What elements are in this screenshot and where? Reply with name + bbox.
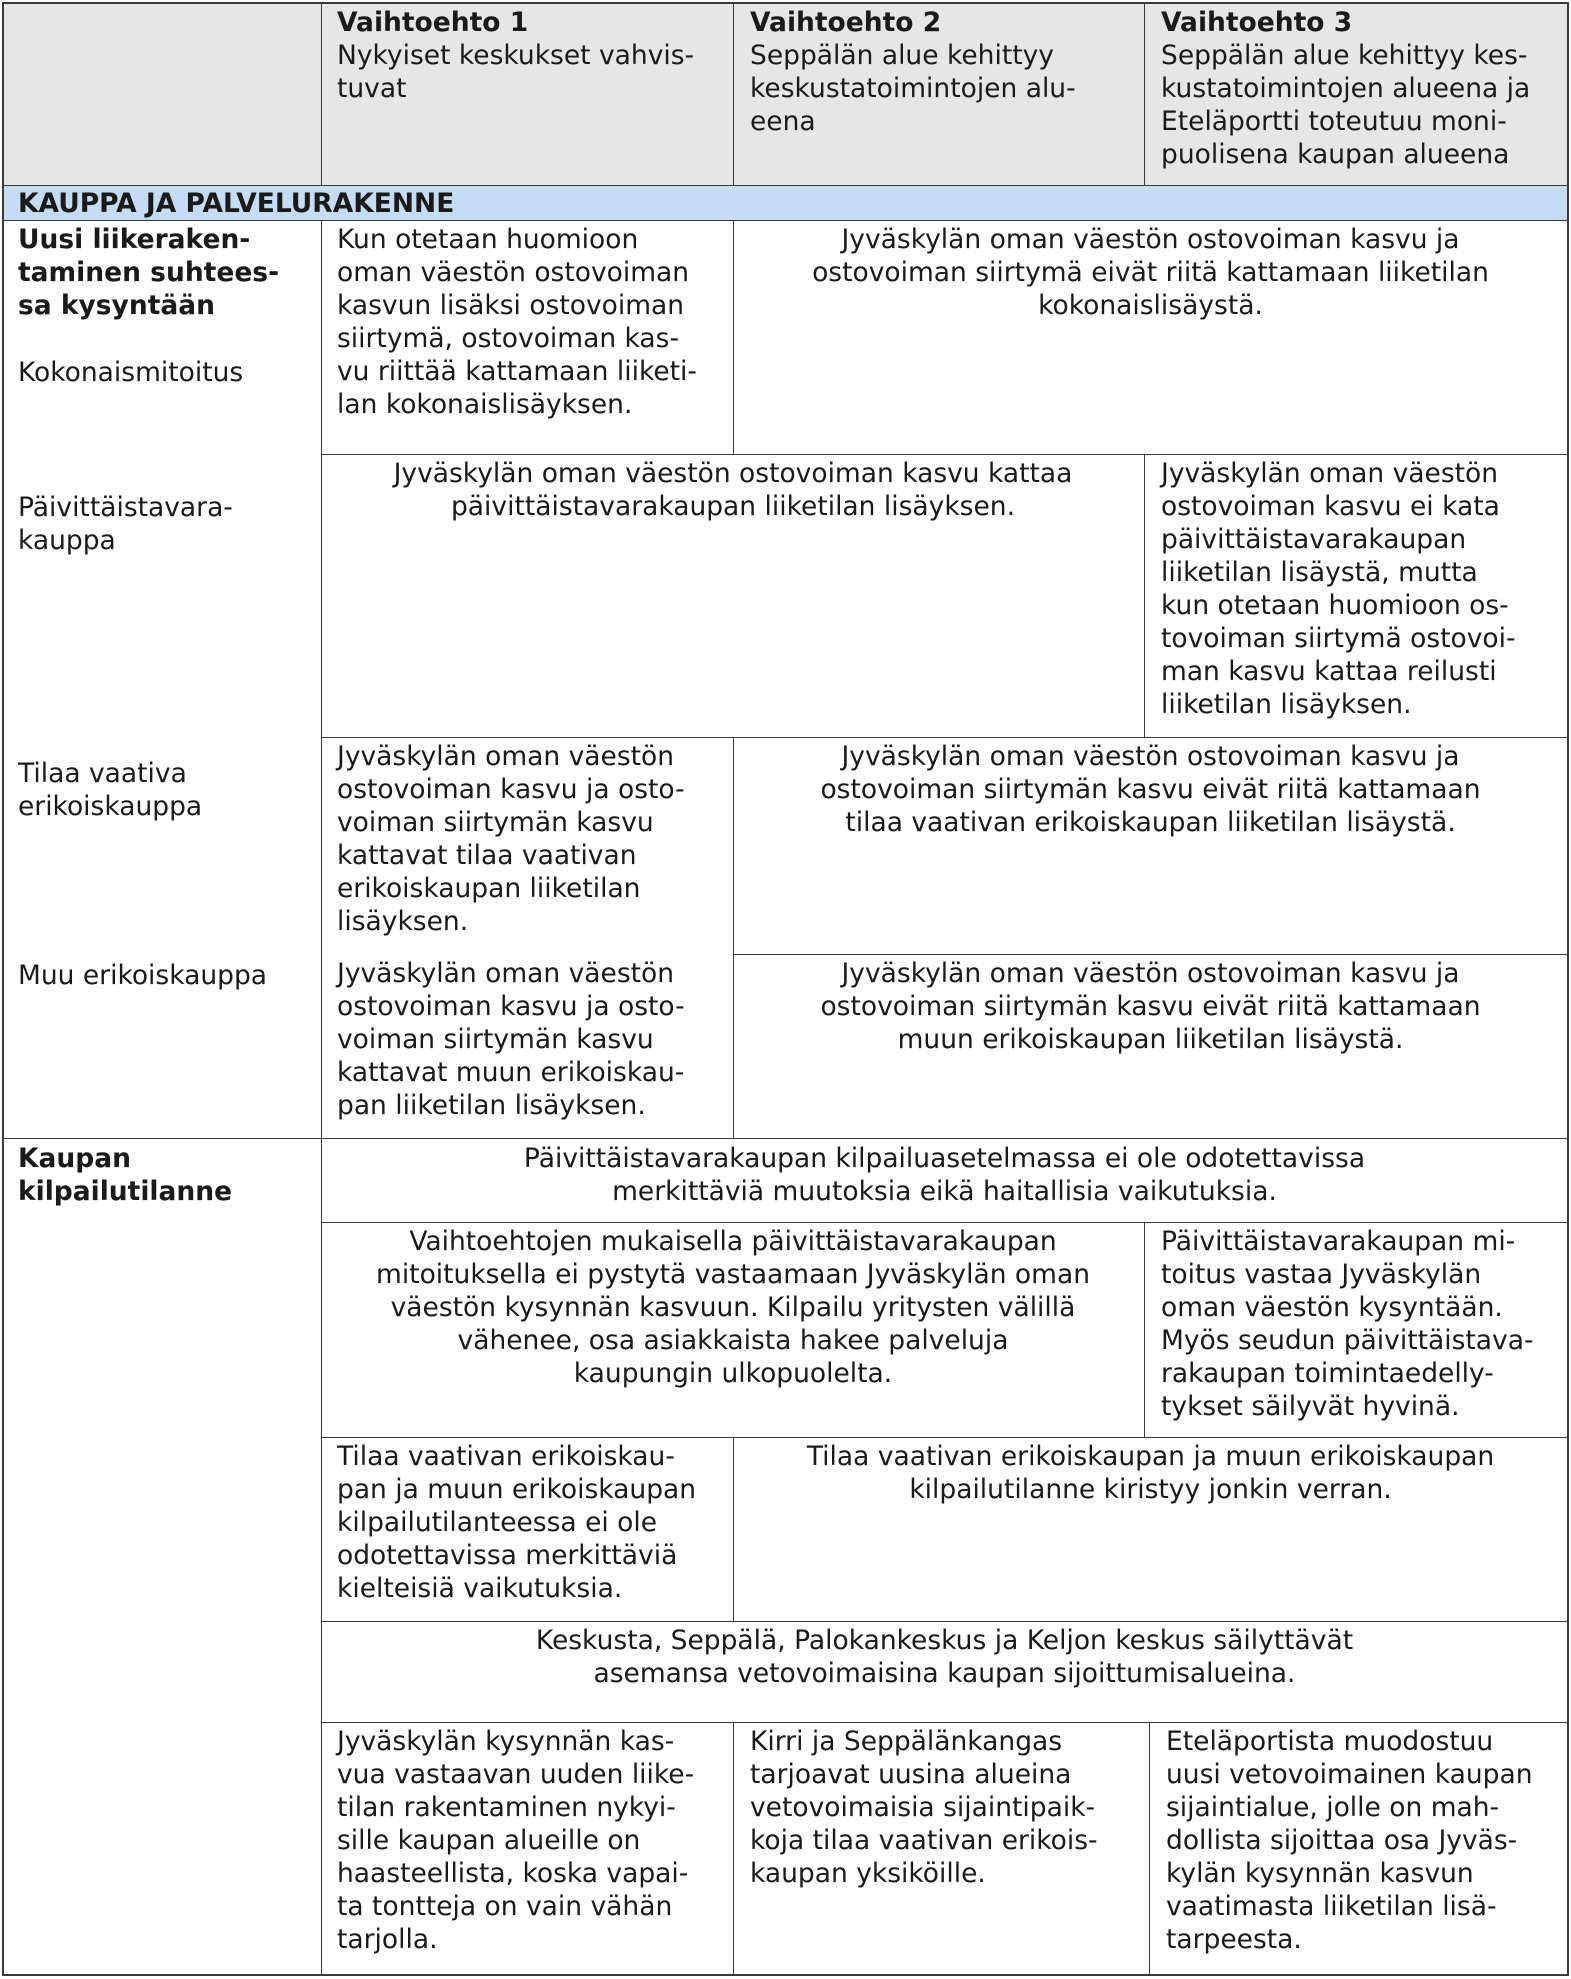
cell-line: pan ja muun erikoiskaupan [337, 1474, 697, 1505]
cell-kilpailu-3-v23 [734, 1440, 1567, 1506]
cell-line: voiman siirtymän kasvu [337, 1024, 654, 1055]
cell-line: man kasvu kattaa reilusti [1161, 656, 1497, 687]
cell-line: kun otetaan huomioon os- [1161, 590, 1509, 621]
category-heading-kaupan-kilpailutilanne [18, 1142, 232, 1208]
cell-line: ostovoiman kasvu ja osto- [337, 774, 685, 805]
label-line: erikoiskauppa [18, 791, 203, 822]
cell-line: ostovoiman kasvu ja osto- [337, 991, 685, 1022]
cell-line: tarjolla. [337, 1924, 438, 1955]
cell-line: tilaa vaativan erikoiskaupan liiketilan lisäystä. [845, 807, 1456, 838]
cell-line: kattavat tilaa vaativan [337, 840, 637, 871]
cell-line: sille kaupan alueille on [337, 1825, 641, 1856]
cell-line: lisäyksen. [337, 906, 469, 937]
label-line: kauppa [18, 525, 116, 556]
label-paivittaistavarakauppa [18, 491, 233, 557]
option-3-title: Vaihtoehto 3 [1161, 7, 1353, 38]
cell-line: kasvun lisäksi ostovoiman [337, 290, 685, 321]
cell-line: Päivittäistavarakaupan mi- [1161, 1226, 1516, 1257]
cell-line: tykset säilyvät hyvinä. [1161, 1391, 1460, 1422]
cell-kokonais-v23 [734, 223, 1567, 322]
cell-kilpailu-5-v1 [337, 1725, 694, 1956]
cell-line: haasteellista, koska vapai- [337, 1858, 689, 1889]
cell-line: kylän kysynnän kasvun [1166, 1858, 1474, 1889]
cell-line: päivittäistavarakaupan liiketilan lisäyksen. [450, 491, 1016, 522]
cell-line: merkittäviä muutoksia eikä haitallisia vaikutuksia. [612, 1176, 1277, 1207]
cell-line: liiketilan lisäystä, mutta [1161, 557, 1478, 588]
label-muu-erikoiskauppa: Muu erikoiskauppa [18, 960, 268, 991]
cell-muu-v1 [337, 957, 685, 1122]
cell-line: tarjoavat uusina alueina [750, 1759, 1072, 1790]
cell-line: kattavat muun erikoiskau- [337, 1057, 685, 1088]
label-tilaa-vaativa-erikoiskauppa [18, 757, 202, 823]
cell-line: Jyväskylän oman väestön ostovoiman kasvu ja [841, 958, 1460, 989]
cell-line: kaupungin ulkopuolelta. [573, 1358, 893, 1389]
cell-line: siirtymä, ostovoiman kas- [337, 323, 680, 354]
cell-line: ostovoiman kasvu ei kata [1161, 491, 1500, 522]
cell-kilpailu-3-v1 [337, 1440, 696, 1605]
cell-muu-v23 [734, 957, 1567, 1056]
cell-line: ostovoiman siirtymä eivät riitä kattamaan liiketilan [812, 257, 1489, 288]
cell-line: Päivittäistavarakaupan kilpailuasetelmassa ei ole odotettavissa [523, 1143, 1366, 1174]
cell-line: sijaintialue, jolle on mah- [1166, 1792, 1500, 1823]
cell-kilpailu-4-all [322, 1624, 1567, 1690]
section-title: KAUPPA JA PALVELURAKENNE [18, 188, 455, 219]
cell-line: Vaihtoehtojen mukaisella päivittäistavarakaupan [409, 1226, 1057, 1257]
option-2-title: Vaihtoehto 2 [750, 7, 942, 38]
option-3-desc-line: Seppälän alue kehittyy kes- [1161, 40, 1528, 71]
cell-line: Jyväskylän oman väestön ostovoiman kasvu ja [841, 224, 1460, 255]
cell-line: kaupan yksiköille. [750, 1858, 986, 1889]
cell-line: Eteläportista muodostuu [1166, 1726, 1494, 1757]
cell-line: erikoiskaupan liiketilan [337, 873, 641, 904]
cell-tilaa-v23 [734, 740, 1567, 839]
option-3-desc-line: Eteläportti toteutuu moni- [1161, 106, 1507, 137]
cell-line: vu riittää kattamaan liiketi- [337, 356, 697, 387]
heading-line: Uusi liikeraken- [18, 224, 251, 255]
cell-line: tilan rakentaminen nykyi- [337, 1792, 676, 1823]
label-line: Tilaa vaativa [18, 758, 187, 789]
cell-line: tovoiman siirtymä ostovoi- [1161, 623, 1516, 654]
cell-kilpailu-5-v3 [1166, 1725, 1533, 1956]
cell-paivittais-v3 [1161, 457, 1516, 721]
cell-line: oman väestön ostovoiman [337, 257, 690, 288]
cell-line: voiman siirtymän kasvu [337, 807, 654, 838]
option-2-desc-line: eena [750, 106, 816, 137]
cell-line: päivittäistavarakaupan [1161, 524, 1467, 555]
cell-line: Kirri ja Seppälänkangas [750, 1726, 1063, 1757]
cell-line: muun erikoiskaupan liiketilan lisäystä. [897, 1024, 1404, 1055]
heading-line: kilpailutilanne [18, 1176, 233, 1207]
cell-line: Jyväskylän oman väestön ostovoiman kasvu kattaa [393, 458, 1073, 489]
cell-line: Tilaa vaativan erikoiskaupan ja muun erikoiskaupan [806, 1441, 1495, 1472]
cell-line: vetovoimaisia sijaintipaik- [750, 1792, 1096, 1823]
cell-line: toitus vastaa Jyväskylän [1161, 1259, 1482, 1290]
cell-line: ta tontteja on vain vähän [337, 1891, 673, 1922]
option-1-header [337, 6, 694, 105]
cell-line: mitoituksella ei pystytä vastaamaan Jyväskylän oman [376, 1259, 1090, 1290]
cell-line: tarpeesta. [1166, 1924, 1302, 1955]
cell-line: vaatimasta liiketilan lisä- [1166, 1891, 1497, 1922]
cell-line: väestön kysynnän kasvuun. Kilpailu yritysten välillä [390, 1292, 1076, 1323]
cell-line: ostovoiman siirtymän kasvu eivät riitä kattamaan [820, 774, 1481, 805]
cell-line: Myös seudun päivittäistava- [1161, 1325, 1534, 1356]
heading-line: taminen suhtees- [18, 257, 280, 288]
cell-line: vua vastaavan uuden liike- [337, 1759, 695, 1790]
cell-line: dollista sijoittaa osa Jyväs- [1166, 1825, 1518, 1856]
option-3-header [1161, 6, 1530, 171]
cell-line: oman väestön kysyntään. [1161, 1292, 1503, 1323]
option-2-desc-line: Seppälän alue kehittyy [750, 40, 1054, 71]
label-kokonaismitoitus: Kokonaismitoitus [18, 357, 244, 388]
cell-line: rakaupan toimintaedelly- [1161, 1358, 1494, 1389]
cell-line: pan liiketilan lisäyksen. [337, 1090, 646, 1121]
cell-line: kilpailutilanne kiristyy jonkin verran. [909, 1474, 1392, 1505]
cell-line: Jyväskylän oman väestön ostovoiman kasvu ja [841, 741, 1460, 772]
cell-line: odotettavissa merkittäviä [337, 1540, 678, 1571]
cell-line: kielteisiä vaikutuksia. [337, 1573, 623, 1604]
option-1-desc-line: tuvat [337, 73, 407, 104]
option-1-title: Vaihtoehto 1 [337, 7, 529, 38]
cell-line: koja tilaa vaativan erikois- [750, 1825, 1098, 1856]
heading-line: Kaupan [18, 1143, 132, 1174]
cell-line: Tilaa vaativan erikoiskau- [337, 1441, 675, 1472]
cell-line: Kun otetaan huomioon [337, 224, 639, 255]
label-line: Päivittäistavara- [18, 492, 233, 523]
heading-line: sa kysyntään [18, 290, 215, 321]
cell-line: vähenee, osa asiakkaista hakee palveluja [457, 1325, 1009, 1356]
cell-line: lan kokonaislisäyksen. [337, 389, 633, 420]
cell-kilpailu-5-v2 [750, 1725, 1098, 1890]
cell-line: liiketilan lisäyksen. [1161, 689, 1412, 720]
cell-kilpailu-1-all [322, 1142, 1567, 1208]
option-3-desc-line: kustatoimintojen alueena ja [1161, 73, 1531, 104]
cell-line: uusi vetovoimainen kaupan [1166, 1759, 1533, 1790]
option-2-desc-line: keskustatoimintojen alu- [750, 73, 1076, 104]
option-1-desc-line: Nykyiset keskukset vahvis- [337, 40, 695, 71]
option-3-desc-line: puolisena kaupan alueena [1161, 139, 1510, 170]
cell-kokonais-v1 [337, 223, 697, 421]
cell-line: ostovoiman siirtymän kasvu eivät riitä kattamaan [820, 991, 1481, 1022]
option-2-header [750, 6, 1076, 138]
category-heading-uusi-liikerakentaminen [18, 223, 279, 322]
cell-line: Jyväskylän oman väestön [337, 958, 675, 989]
cell-line: Jyväskylän oman väestön [337, 741, 675, 772]
cell-tilaa-v1 [337, 740, 685, 938]
cell-line: Keskusta, Seppälä, Palokankeskus ja Keljon keskus säilyttävät [535, 1625, 1354, 1656]
cell-line: Jyväskylän kysynnän kas- [337, 1726, 675, 1757]
cell-kilpailu-2-v3 [1161, 1225, 1534, 1423]
cell-line: Jyväskylän oman väestön [1161, 458, 1499, 489]
cell-kilpailu-2-v12 [322, 1225, 1144, 1390]
cell-paivittais-v12 [322, 457, 1144, 523]
cell-line: kokonaislisäystä. [1038, 290, 1263, 321]
cell-line: asemansa vetovoimaisina kaupan sijoittumisalueina. [593, 1658, 1296, 1689]
cell-line: kilpailutilanteessa ei ole [337, 1507, 658, 1538]
